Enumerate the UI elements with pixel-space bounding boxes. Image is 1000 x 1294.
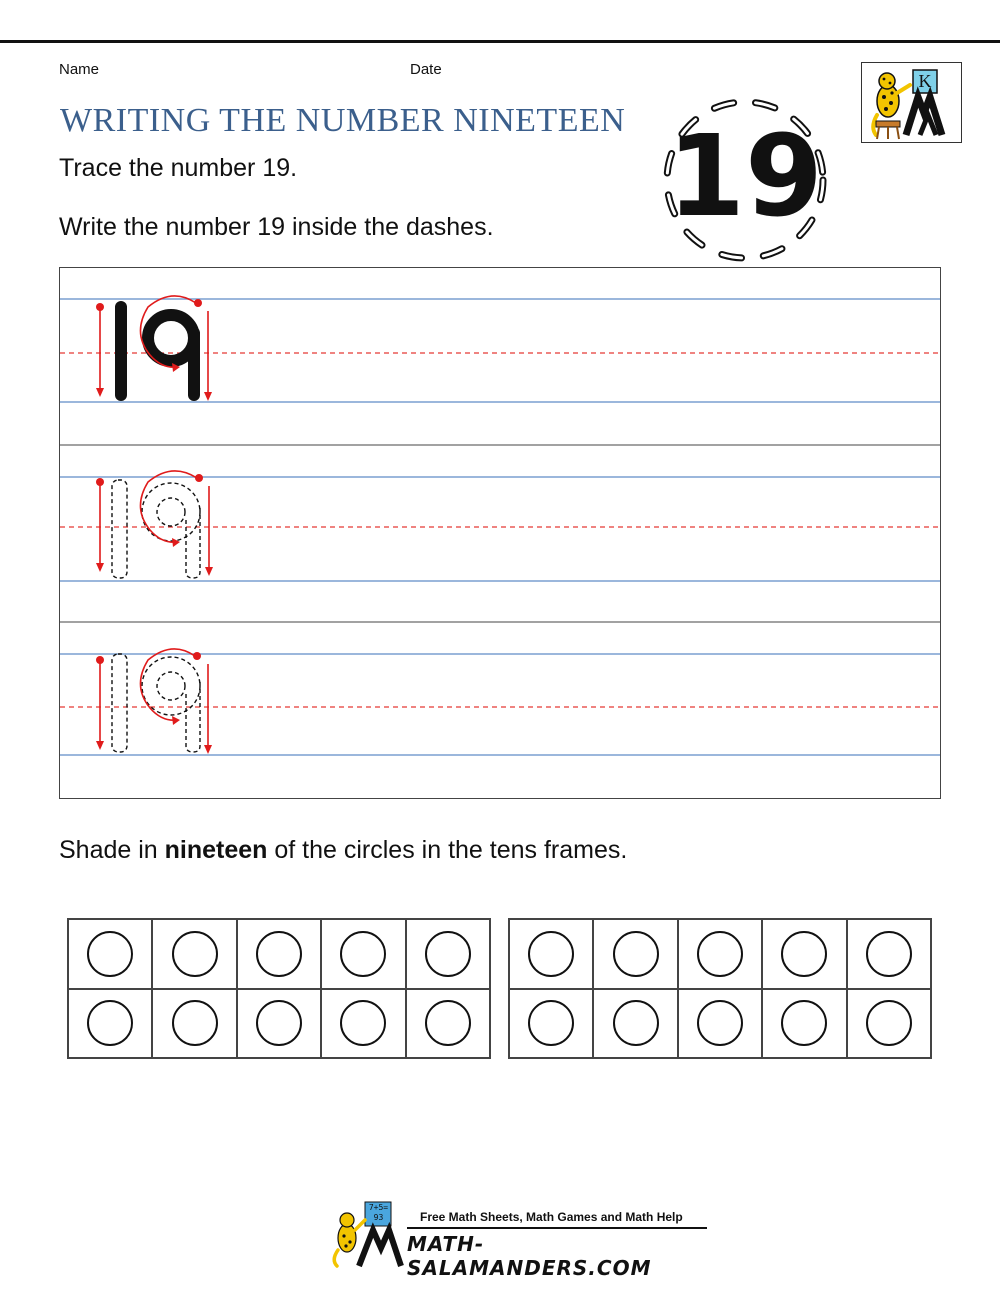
frame-cell[interactable] <box>847 989 931 1059</box>
page-title: WRITING THE NUMBER NINETEEN <box>60 102 626 139</box>
frame-cell[interactable] <box>762 919 846 989</box>
big-number-badge <box>655 95 835 265</box>
practice-area <box>59 267 941 799</box>
salamander-logo-icon <box>862 63 961 142</box>
frame-cell[interactable] <box>321 989 405 1059</box>
shade-circle[interactable] <box>256 1000 302 1046</box>
shade-circle[interactable] <box>340 1000 386 1046</box>
trace-instruction: Trace the number 19. <box>59 154 298 182</box>
top-rule <box>0 40 1000 43</box>
salamander-footer-icon <box>325 1200 405 1270</box>
footer-divider <box>407 1227 707 1229</box>
frame-cell[interactable] <box>237 919 321 989</box>
trace-row-dashed-2 <box>90 646 230 761</box>
frame-cell[interactable] <box>68 989 152 1059</box>
shade-circle[interactable] <box>697 931 743 977</box>
frame-cell[interactable] <box>762 989 846 1059</box>
shade-circle[interactable] <box>425 1000 471 1046</box>
shade-prefix: Shade in <box>59 836 165 864</box>
name-label: Name <box>59 61 100 78</box>
footer-logo[interactable] <box>325 1200 715 1280</box>
frame-cell[interactable] <box>152 989 236 1059</box>
shade-circle[interactable] <box>87 1000 133 1046</box>
shade-circle[interactable] <box>866 1000 912 1046</box>
logo-badge <box>861 62 962 143</box>
frame-cell[interactable] <box>509 989 593 1059</box>
frame-cell[interactable] <box>406 989 490 1059</box>
footer-tagline: Free Math Sheets, Math Games and Math Help <box>420 1210 683 1224</box>
shade-circle[interactable] <box>425 931 471 977</box>
shade-circle[interactable] <box>697 1000 743 1046</box>
date-label: Date <box>410 61 442 78</box>
shade-circle[interactable] <box>340 931 386 977</box>
writing-line-1[interactable] <box>240 298 930 403</box>
shade-circle[interactable] <box>256 931 302 977</box>
shade-circle[interactable] <box>528 1000 574 1046</box>
logo-badge-letter: K <box>918 71 932 91</box>
shade-circle[interactable] <box>528 931 574 977</box>
frame-cell[interactable] <box>593 989 677 1059</box>
footer-badge-text: 7+5= 93 <box>368 1203 389 1222</box>
shade-circle[interactable] <box>172 1000 218 1046</box>
shade-circle[interactable] <box>613 931 659 977</box>
big-number: 19 <box>667 112 823 242</box>
trace-row-solid <box>90 293 230 408</box>
frame-cell[interactable] <box>678 989 762 1059</box>
frame-cell[interactable] <box>678 919 762 989</box>
shade-circle[interactable] <box>87 931 133 977</box>
frame-cell[interactable] <box>68 919 152 989</box>
frame-cell[interactable] <box>321 919 405 989</box>
frame-cell[interactable] <box>847 919 931 989</box>
shade-circle[interactable] <box>781 931 827 977</box>
trace-row-dashed-1 <box>90 468 230 583</box>
shade-circle[interactable] <box>613 1000 659 1046</box>
footer-site-name: MATH-SALAMANDERS.COM <box>407 1232 652 1280</box>
frame-cell[interactable] <box>237 989 321 1059</box>
shade-suffix: of the circles in the tens frames. <box>267 836 628 864</box>
writing-line-2[interactable] <box>240 476 930 582</box>
frame-cell[interactable] <box>593 919 677 989</box>
frame-cell[interactable] <box>406 919 490 989</box>
tens-frame-2 <box>508 918 932 1059</box>
shade-emphasis: nineteen <box>164 836 268 864</box>
tens-frame-1 <box>67 918 491 1059</box>
frame-cell[interactable] <box>152 919 236 989</box>
shade-instruction <box>59 836 627 865</box>
writing-line-3[interactable] <box>240 653 930 756</box>
write-instruction: Write the number 19 inside the dashes. <box>59 213 494 241</box>
shade-circle[interactable] <box>866 931 912 977</box>
frame-cell[interactable] <box>509 919 593 989</box>
shade-circle[interactable] <box>781 1000 827 1046</box>
shade-circle[interactable] <box>172 931 218 977</box>
